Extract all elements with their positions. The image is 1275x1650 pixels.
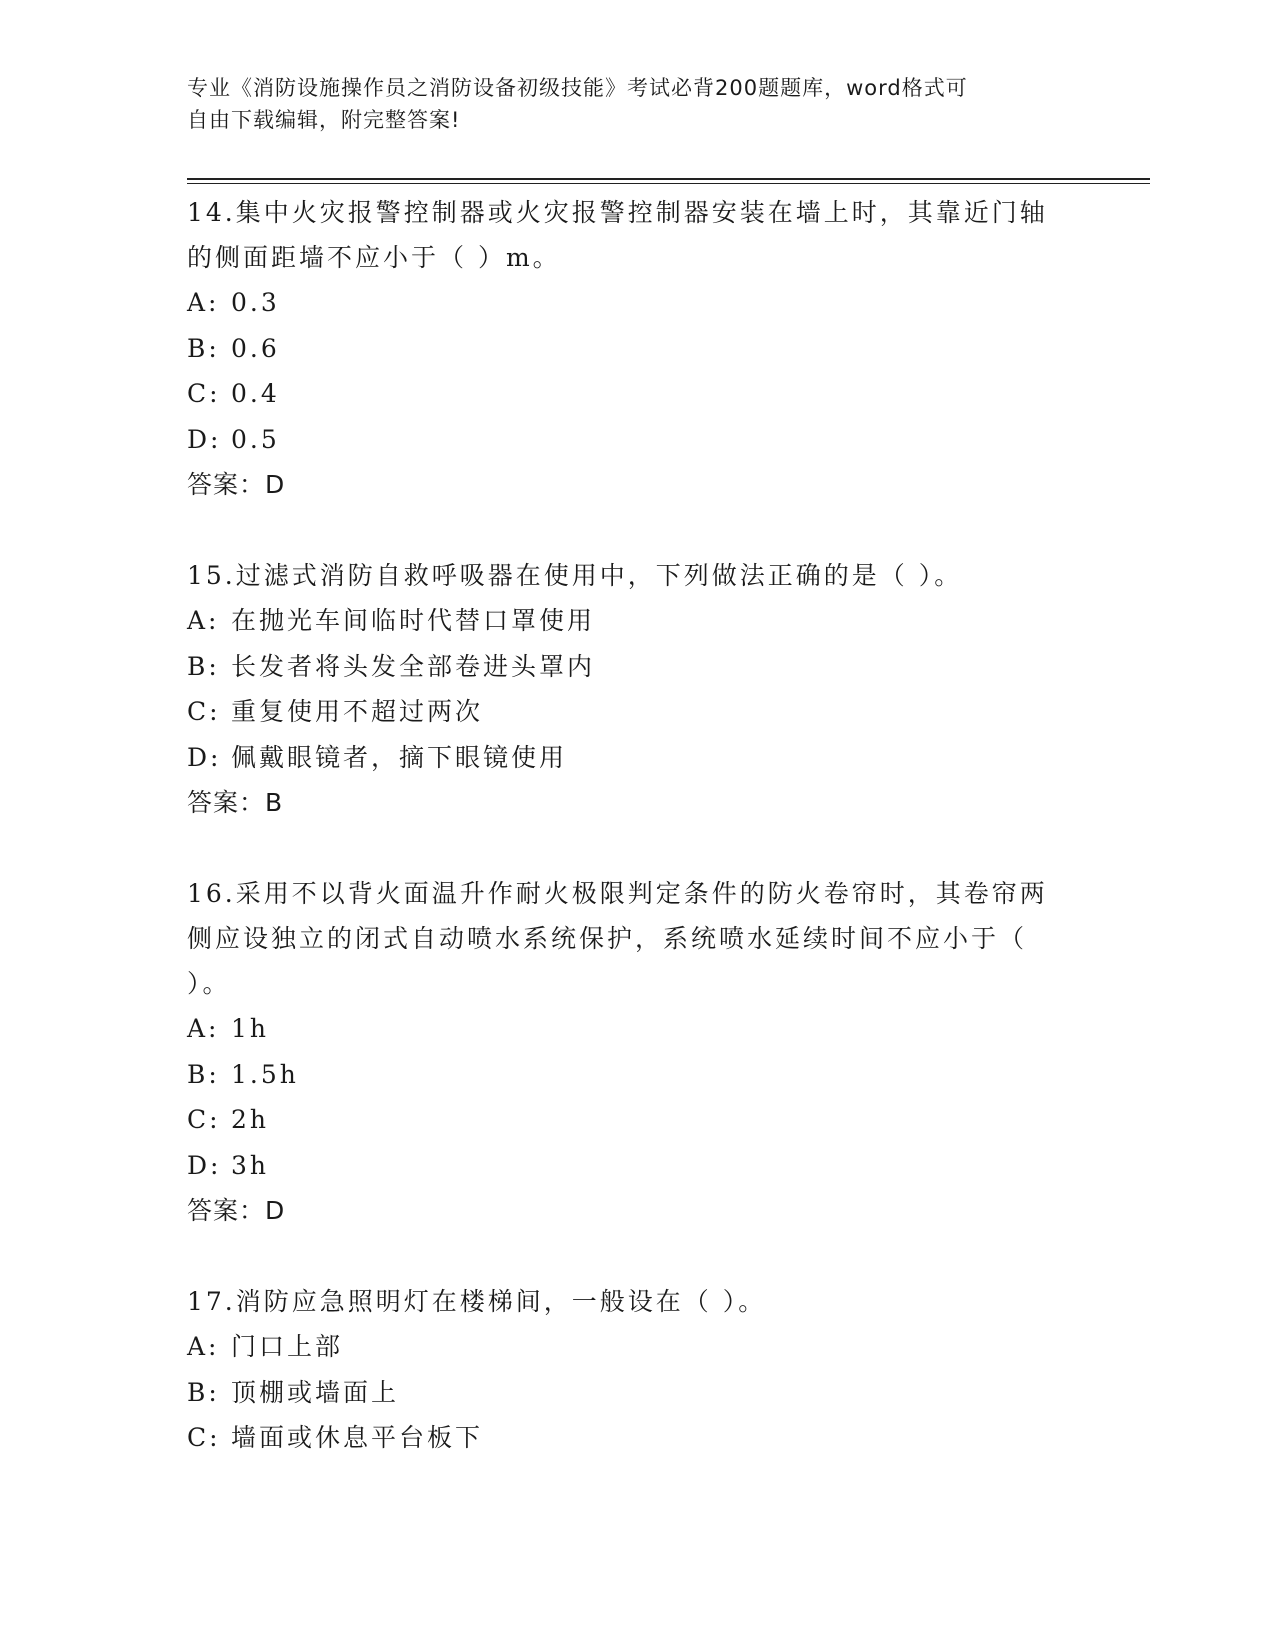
option-text: 墙面或休息平台板下 xyxy=(231,1423,484,1452)
question-16 xyxy=(187,871,1087,1233)
option-b xyxy=(187,1370,1087,1416)
stem-line: 侧应设独立的闭式自动喷水系统保护，系统喷水延续时间不应小于（ xyxy=(187,924,1028,953)
option-d xyxy=(187,417,1087,463)
option-text: 3h xyxy=(231,1150,270,1180)
option-key: C: xyxy=(187,379,221,408)
option-a xyxy=(187,280,1087,326)
header-line-1: 专业《消防设施操作员之消防设备初级技能》考试必背200题题库，word格式可 xyxy=(187,76,968,100)
option-d xyxy=(187,1143,1087,1189)
question-stem xyxy=(187,190,1087,280)
option-text: 0.4 xyxy=(231,379,280,408)
question-spacer xyxy=(187,825,1087,871)
question-list xyxy=(187,190,1087,1461)
option-b xyxy=(187,644,1087,690)
option-key: D: xyxy=(187,424,222,454)
option-b xyxy=(187,326,1087,372)
header-line-2: 自由下载编辑，附完整答案! xyxy=(187,108,461,132)
option-text: 2h xyxy=(231,1105,270,1134)
question-spacer xyxy=(187,507,1087,553)
option-c xyxy=(187,1415,1087,1461)
stem-line: 17.消防应急照明灯在楼梯间，一般设在（ ）。 xyxy=(187,1287,767,1316)
option-text: 在抛光车间临时代替口罩使用 xyxy=(231,606,596,635)
option-text: 顶棚或墙面上 xyxy=(231,1377,400,1407)
option-key: A: xyxy=(187,1332,220,1361)
option-text: 重复使用不超过两次 xyxy=(231,697,484,726)
option-key: A: xyxy=(187,606,220,635)
option-key: D: xyxy=(187,1150,222,1180)
stem-line: 15.过滤式消防自救呼吸器在使用中，下列做法正确的是（ ）。 xyxy=(187,561,963,590)
answer: 答案：B xyxy=(187,788,284,817)
question-stem xyxy=(187,871,1087,1006)
option-text: 门口上部 xyxy=(231,1332,344,1361)
stem-line: 16.采用不以背火面温升作耐火极限判定条件的防火卷帘时，其卷帘两 xyxy=(187,879,1048,908)
option-d xyxy=(187,735,1087,781)
question-spacer xyxy=(187,1233,1087,1279)
option-key: D: xyxy=(187,742,222,772)
option-c xyxy=(187,1097,1087,1143)
question-stem xyxy=(187,553,1087,598)
answer: 答案：D xyxy=(187,470,286,499)
document-header xyxy=(187,72,1067,136)
stem-line: 14.集中火灾报警控制器或火灾报警控制器安装在墙上时，其靠近门轴 xyxy=(187,198,1048,227)
option-text: 1.5h xyxy=(231,1059,299,1089)
option-key: A: xyxy=(187,1014,220,1043)
header-divider-thick xyxy=(187,178,1150,180)
option-key: B: xyxy=(187,651,220,681)
option-key: C: xyxy=(187,697,221,726)
question-15 xyxy=(187,553,1087,825)
option-text: 长发者将头发全部卷进头罩内 xyxy=(231,651,596,681)
option-text: 佩戴眼镜者，摘下眼镜使用 xyxy=(231,742,568,772)
option-a xyxy=(187,1006,1087,1052)
option-key: B: xyxy=(187,1059,220,1089)
option-key: B: xyxy=(187,333,220,363)
option-a xyxy=(187,598,1087,644)
question-stem xyxy=(187,1279,1087,1324)
option-key: B: xyxy=(187,1377,220,1407)
option-c xyxy=(187,689,1087,735)
stem-line: ）。 xyxy=(187,969,231,998)
option-b xyxy=(187,1052,1087,1098)
option-text: 0.3 xyxy=(231,288,280,317)
question-14 xyxy=(187,190,1087,507)
option-key: C: xyxy=(187,1105,221,1134)
question-17 xyxy=(187,1279,1087,1461)
option-text: 0.5 xyxy=(231,424,280,454)
option-c xyxy=(187,371,1087,417)
header-divider-thin xyxy=(187,183,1150,184)
option-key: A: xyxy=(187,288,220,317)
option-text: 1h xyxy=(231,1014,270,1043)
option-text: 0.6 xyxy=(231,333,280,363)
stem-line: 的侧面距墙不应小于（ ）m。 xyxy=(187,243,561,272)
option-key: C: xyxy=(187,1423,221,1452)
option-a xyxy=(187,1324,1087,1370)
answer: 答案：D xyxy=(187,1196,286,1225)
